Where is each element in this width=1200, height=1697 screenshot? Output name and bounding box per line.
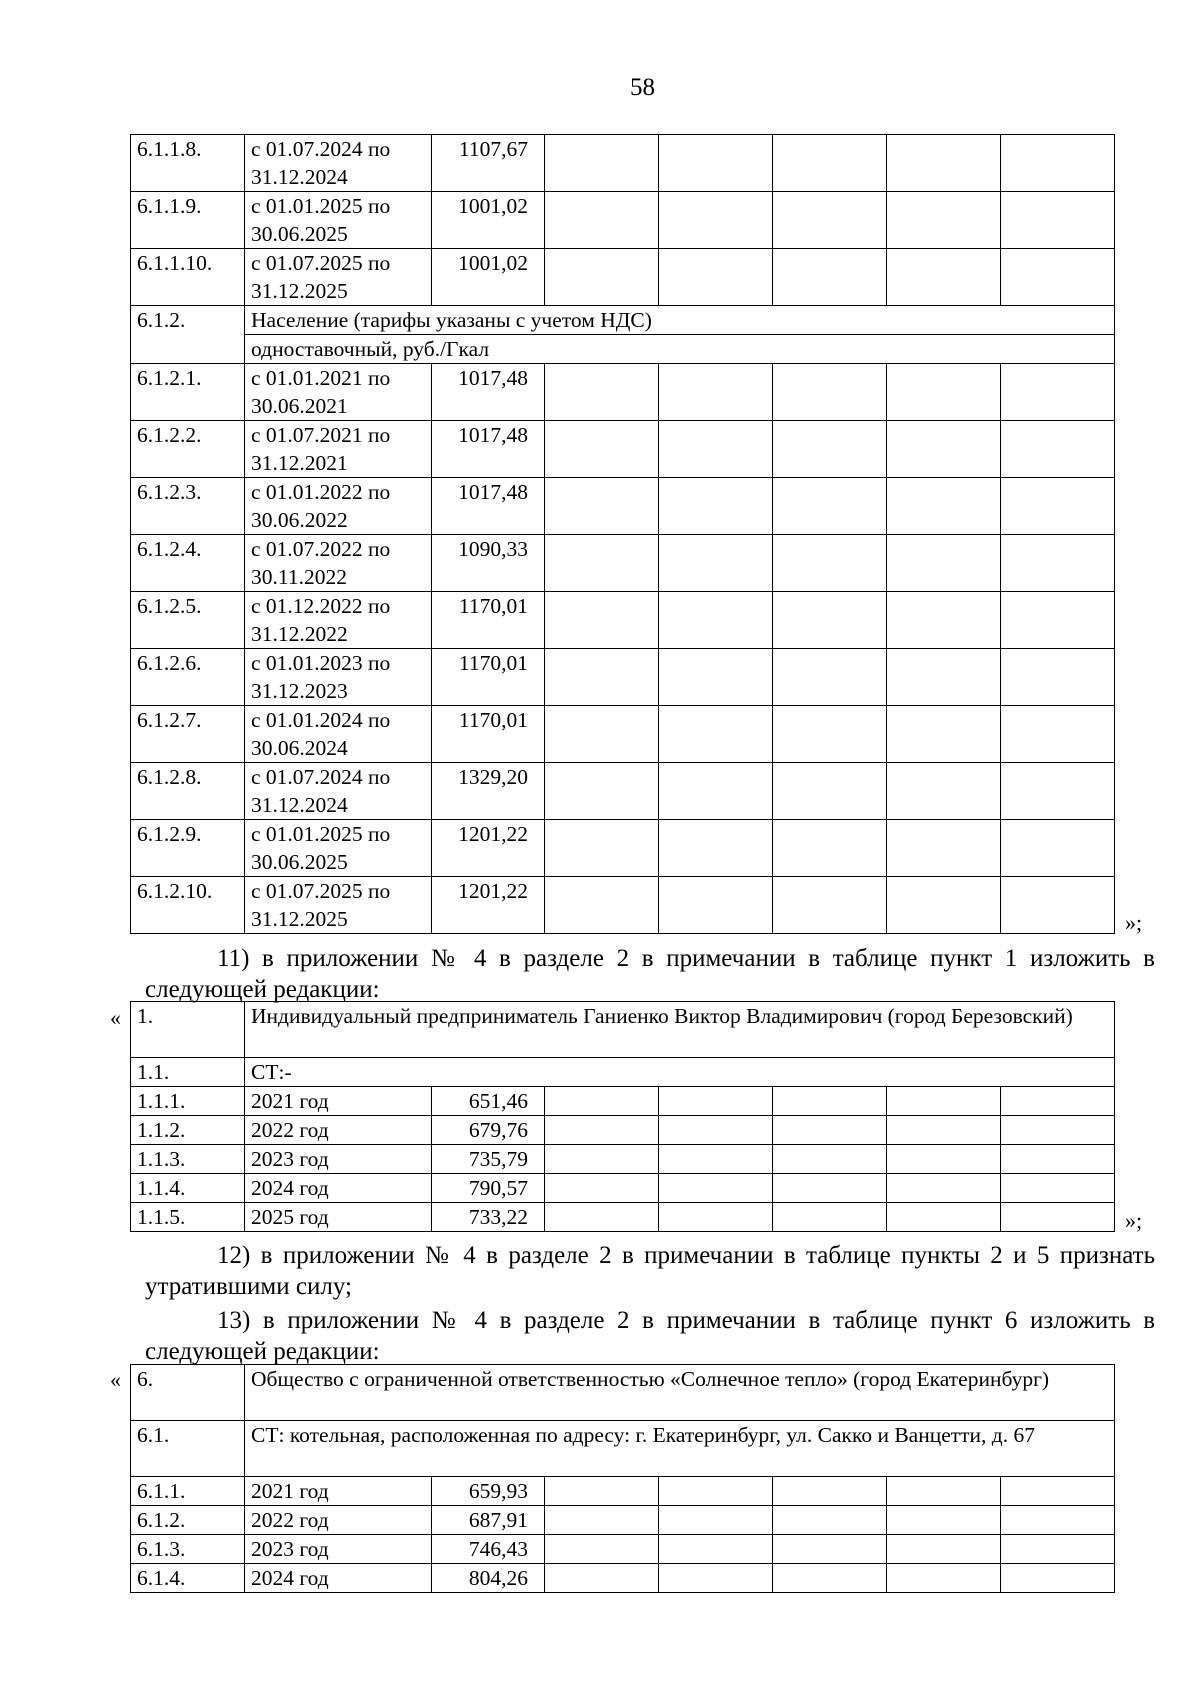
cell-period: с 01.01.2022 по 30.06.2022 — [245, 478, 432, 535]
section-subtitle-row — [131, 335, 1115, 364]
empty-cell — [545, 1535, 659, 1564]
empty-cell — [1001, 649, 1115, 706]
empty-cell — [545, 249, 659, 306]
cell-code: 6.1.1.9. — [131, 192, 245, 249]
closing-quote-2: »; — [1125, 1208, 1143, 1233]
cell-year: 2022 год — [245, 1506, 432, 1535]
empty-cell — [887, 135, 1001, 192]
empty-cell — [659, 364, 773, 421]
empty-cell — [659, 1174, 773, 1203]
empty-cell — [1001, 1087, 1115, 1116]
empty-cell — [773, 478, 887, 535]
cell-value: 733,22 — [432, 1203, 545, 1232]
empty-cell — [773, 706, 887, 763]
empty-cell — [545, 192, 659, 249]
cell-value: 746,43 — [432, 1535, 545, 1564]
empty-cell — [773, 1145, 887, 1174]
cell-period: с 01.01.2025 по 30.06.2025 — [245, 820, 432, 877]
empty-cell — [773, 592, 887, 649]
empty-cell — [773, 1477, 887, 1506]
empty-cell — [1001, 135, 1115, 192]
cell-code: 6.1.2.5. — [131, 592, 245, 649]
table2-sub-row: 1.1. СТ:- — [131, 1058, 1115, 1087]
cell-year: 2023 год — [245, 1535, 432, 1564]
cell-period: с 01.07.2024 по 31.12.2024 — [245, 763, 432, 820]
empty-cell — [1001, 1203, 1115, 1232]
cell-value: 1329,20 — [432, 763, 545, 820]
cell-code: 6.1.2. — [131, 1506, 245, 1535]
empty-cell — [887, 1203, 1001, 1232]
table-row — [131, 649, 1115, 706]
empty-cell — [887, 535, 1001, 592]
cell-code: 1.1.4. — [131, 1174, 245, 1203]
cell-value: 1017,48 — [432, 478, 545, 535]
empty-cell — [773, 364, 887, 421]
cell-code: 6.1.2.7. — [131, 706, 245, 763]
empty-cell — [1001, 364, 1115, 421]
cell-year: 2023 год — [245, 1145, 432, 1174]
empty-cell — [659, 1087, 773, 1116]
table-row — [131, 1564, 1115, 1593]
empty-cell — [659, 1477, 773, 1506]
empty-cell — [887, 820, 1001, 877]
cell-period: с 01.07.2021 по 31.12.2021 — [245, 421, 432, 478]
empty-cell — [659, 649, 773, 706]
empty-cell — [659, 706, 773, 763]
cell-period: с 01.07.2022 по 30.11.2022 — [245, 535, 432, 592]
empty-cell — [545, 135, 659, 192]
empty-cell — [545, 1506, 659, 1535]
empty-cell — [545, 1564, 659, 1593]
empty-cell — [773, 535, 887, 592]
table-row — [131, 592, 1115, 649]
cell-value: 659,93 — [432, 1477, 545, 1506]
empty-cell — [659, 1203, 773, 1232]
cell-value: 687,91 — [432, 1506, 545, 1535]
tariff-table-6-1 — [130, 134, 1115, 934]
table-row — [131, 249, 1115, 306]
paragraph-13: 13) в приложении № 4 в разделе 2 в примечании в таблице пункт 6 изложить в следующей редакции: — [145, 1307, 1155, 1365]
empty-cell — [659, 192, 773, 249]
empty-cell — [1001, 1116, 1115, 1145]
cell-value: 1001,02 — [432, 192, 545, 249]
empty-cell — [1001, 820, 1115, 877]
empty-cell — [773, 1506, 887, 1535]
empty-cell — [545, 1087, 659, 1116]
empty-cell — [773, 763, 887, 820]
empty-cell — [545, 364, 659, 421]
cell-year: 2025 год — [245, 1203, 432, 1232]
empty-cell — [887, 1145, 1001, 1174]
table-row — [131, 763, 1115, 820]
empty-cell — [1001, 478, 1115, 535]
empty-cell — [545, 592, 659, 649]
empty-cell — [545, 649, 659, 706]
empty-cell — [659, 421, 773, 478]
cell-code: 6.1.1.8. — [131, 135, 245, 192]
cell-code: 6.1.2.1. — [131, 364, 245, 421]
cell-code: 1.1.5. — [131, 1203, 245, 1232]
empty-cell — [887, 1477, 1001, 1506]
table-row — [131, 535, 1115, 592]
cell-value: 1201,22 — [432, 820, 545, 877]
empty-cell — [773, 249, 887, 306]
empty-cell — [545, 1477, 659, 1506]
page-number: 58 — [630, 74, 655, 101]
empty-cell — [545, 706, 659, 763]
cell-code: 6.1.2.9. — [131, 820, 245, 877]
empty-cell — [773, 421, 887, 478]
cell-value: 679,76 — [432, 1116, 545, 1145]
company-table — [130, 1364, 1115, 1593]
empty-cell — [887, 249, 1001, 306]
cell-code: 6.1.2.4. — [131, 535, 245, 592]
cell-value: 1017,48 — [432, 364, 545, 421]
empty-cell — [773, 1535, 887, 1564]
cell-value: 790,57 — [432, 1174, 545, 1203]
cell-period: с 01.01.2021 по 30.06.2021 — [245, 364, 432, 421]
empty-cell — [659, 478, 773, 535]
cell-code: 6.1.2.10. — [131, 877, 245, 934]
cell-period: с 01.07.2024 по 31.12.2024 — [245, 135, 432, 192]
table-row — [131, 1506, 1115, 1535]
cell-value: 1107,67 — [432, 135, 545, 192]
empty-cell — [1001, 535, 1115, 592]
table3-sub-row: 6.1. СТ: котельная, расположенная по адресу: г. Екатеринбург, ул. Сакко и Ванцетти, д. 67 — [131, 1421, 1115, 1477]
cell-value: 1090,33 — [432, 535, 545, 592]
table-row — [131, 364, 1115, 421]
cell-year: 2021 год — [245, 1087, 432, 1116]
cell-period: с 01.01.2023 по 31.12.2023 — [245, 649, 432, 706]
empty-cell — [887, 1535, 1001, 1564]
table-row — [131, 192, 1115, 249]
cell-code: 6.1.2.8. — [131, 763, 245, 820]
cell-year: 2021 год — [245, 1477, 432, 1506]
empty-cell — [659, 1564, 773, 1593]
cell-value: 1170,01 — [432, 706, 545, 763]
cell-code: 1.1.1. — [131, 1087, 245, 1116]
empty-cell — [773, 1174, 887, 1203]
empty-cell — [659, 535, 773, 592]
empty-cell — [887, 478, 1001, 535]
empty-cell — [1001, 1535, 1115, 1564]
table-row — [131, 1145, 1115, 1174]
cell-code: 1.1.3. — [131, 1145, 245, 1174]
cell-code: 6.1.1.10. — [131, 249, 245, 306]
cell-value: 1017,48 — [432, 421, 545, 478]
table-row — [131, 1203, 1115, 1232]
empty-cell — [1001, 1477, 1115, 1506]
cell-period: с 01.12.2022 по 31.12.2022 — [245, 592, 432, 649]
empty-cell — [1001, 1564, 1115, 1593]
empty-cell — [1001, 706, 1115, 763]
table-row — [131, 820, 1115, 877]
empty-cell — [659, 592, 773, 649]
cell-code: 6.1.3. — [131, 1535, 245, 1564]
cell-code: 6.1.2.3. — [131, 478, 245, 535]
cell-year: 2024 год — [245, 1174, 432, 1203]
cell-period: с 01.01.2025 по 30.06.2025 — [245, 192, 432, 249]
empty-cell — [887, 1174, 1001, 1203]
empty-cell — [1001, 1174, 1115, 1203]
empty-cell — [773, 135, 887, 192]
empty-cell — [659, 135, 773, 192]
empty-cell — [773, 192, 887, 249]
empty-cell — [773, 649, 887, 706]
cell-period: с 01.07.2025 по 31.12.2025 — [245, 877, 432, 934]
empty-cell — [1001, 1506, 1115, 1535]
table-row — [131, 478, 1115, 535]
empty-cell — [659, 763, 773, 820]
empty-cell — [887, 877, 1001, 934]
cell-year: 2024 год — [245, 1564, 432, 1593]
empty-cell — [545, 478, 659, 535]
empty-cell — [1001, 421, 1115, 478]
table3-header-row: 6. Общество с ограниченной ответственностью «Солнечное тепло» (город Екатеринбург) — [131, 1365, 1115, 1421]
empty-cell — [545, 820, 659, 877]
table-row — [131, 421, 1115, 478]
empty-cell — [887, 421, 1001, 478]
paragraph-12: 12) в приложении № 4 в разделе 2 в примечании в таблице пункты 2 и 5 признать утратившими силу; — [145, 1242, 1155, 1300]
section-title: Население (тарифы указаны с учетом НДС) — [245, 306, 1115, 335]
open-quote-2: « — [110, 1005, 121, 1030]
empty-cell — [659, 877, 773, 934]
empty-cell — [773, 820, 887, 877]
closing-quote-1: »; — [1125, 910, 1143, 935]
empty-cell — [1001, 763, 1115, 820]
empty-cell — [545, 1203, 659, 1232]
table-row — [131, 1087, 1115, 1116]
table2-header-row: 1. Индивидуальный предприниматель Ганиенко Виктор Владимирович (город Березовский) — [131, 1002, 1115, 1058]
empty-cell — [887, 192, 1001, 249]
section-subtitle: одноставочный, руб./Гкал — [245, 335, 1115, 364]
empty-cell — [545, 1116, 659, 1145]
section-row — [131, 306, 1115, 335]
empty-cell — [887, 706, 1001, 763]
empty-cell — [887, 649, 1001, 706]
open-quote-3: « — [110, 1367, 121, 1392]
entrepreneur-table — [130, 1001, 1115, 1232]
table-row — [131, 877, 1115, 934]
empty-cell — [1001, 592, 1115, 649]
empty-cell — [545, 1145, 659, 1174]
empty-cell — [887, 364, 1001, 421]
empty-cell — [659, 1116, 773, 1145]
empty-cell — [773, 877, 887, 934]
empty-cell — [545, 421, 659, 478]
empty-cell — [545, 763, 659, 820]
cell-code: 6.1.4. — [131, 1564, 245, 1593]
table-row — [131, 1477, 1115, 1506]
empty-cell — [1001, 877, 1115, 934]
cell-value: 1001,02 — [432, 249, 545, 306]
empty-cell — [659, 1506, 773, 1535]
cell-code: 6.1.1. — [131, 1477, 245, 1506]
cell-period: с 01.07.2025 по 31.12.2025 — [245, 249, 432, 306]
cell-code: 6.1.2.2. — [131, 421, 245, 478]
cell-value: 804,26 — [432, 1564, 545, 1593]
empty-cell — [773, 1564, 887, 1593]
cell-value: 735,79 — [432, 1145, 545, 1174]
empty-cell — [773, 1087, 887, 1116]
cell-value: 1170,01 — [432, 649, 545, 706]
empty-cell — [887, 592, 1001, 649]
empty-cell — [887, 1564, 1001, 1593]
empty-cell — [659, 249, 773, 306]
table-row — [131, 1116, 1115, 1145]
empty-cell — [887, 1087, 1001, 1116]
cell-code: 6.1.2.6. — [131, 649, 245, 706]
cell-value: 1170,01 — [432, 592, 545, 649]
empty-cell — [887, 763, 1001, 820]
empty-cell — [887, 1116, 1001, 1145]
empty-cell — [659, 1535, 773, 1564]
empty-cell — [773, 1203, 887, 1232]
cell-year: 2022 год — [245, 1116, 432, 1145]
empty-cell — [659, 1145, 773, 1174]
empty-cell — [1001, 192, 1115, 249]
cell-value: 651,46 — [432, 1087, 545, 1116]
table-row — [131, 1174, 1115, 1203]
table-row — [131, 1535, 1115, 1564]
cell-period: с 01.01.2024 по 30.06.2024 — [245, 706, 432, 763]
empty-cell — [545, 877, 659, 934]
section-code: 6.1.2. — [131, 306, 245, 364]
table-row — [131, 706, 1115, 763]
empty-cell — [1001, 1145, 1115, 1174]
empty-cell — [659, 820, 773, 877]
empty-cell — [887, 1506, 1001, 1535]
empty-cell — [545, 535, 659, 592]
table-row — [131, 135, 1115, 192]
paragraph-11: 11) в приложении № 4 в разделе 2 в примечании в таблице пункт 1 изложить в следующей редакции: — [145, 945, 1155, 1003]
empty-cell — [545, 1174, 659, 1203]
empty-cell — [1001, 249, 1115, 306]
cell-code: 1.1.2. — [131, 1116, 245, 1145]
cell-value: 1201,22 — [432, 877, 545, 934]
empty-cell — [773, 1116, 887, 1145]
